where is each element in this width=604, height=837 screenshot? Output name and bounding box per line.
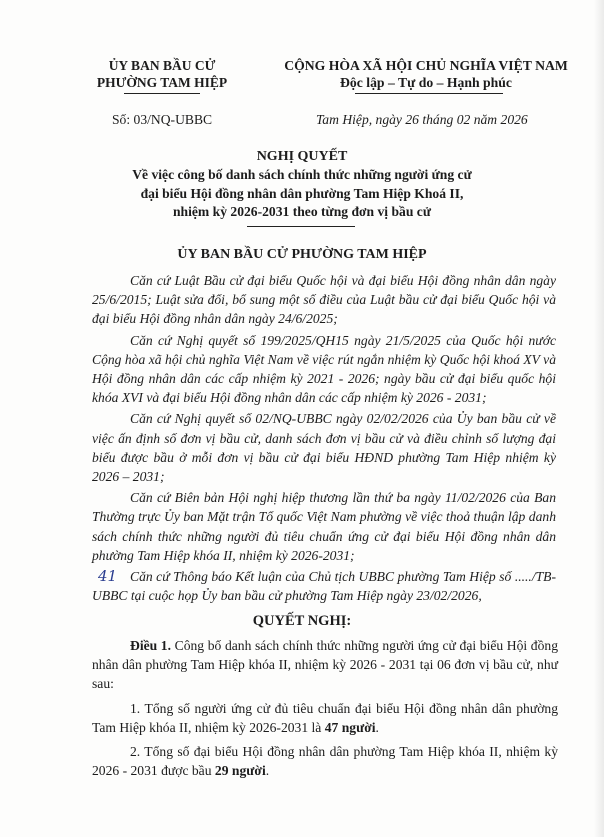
issuer-header: [92, 57, 232, 91]
issuing-body: ỦY BAN BẦU CỬ PHƯỜNG TAM HIỆP: [177, 247, 427, 262]
item-1-value: 47 người: [324, 719, 376, 735]
basis-4: Căn cứ Biên bản Hội nghị hiệp thương lần thứ ba ngày 11/02/2026 của Ban Thường trực Ủy ban Mặt trận Tổ quốc Việt Nam phường về việc thoả thuận lập danh sách chính thức những người đủ tiêu chuẩn ứng cử đại biểu Hội đồng nhân dân phường Tam Hiệp khóa II, nhiệm kỳ 2026-2031;: [92, 490, 556, 563]
document-subject: [20, 166, 584, 222]
basis-5: Căn cứ Thông báo Kết luận của Chủ tịch UBBC phường Tam Hiệp số ...../TB-UBBC tại cuộc họp Ủy ban bầu cử phường Tam Hiệp ngày 23/02/2026,: [92, 569, 556, 604]
legal-bases: [92, 271, 556, 605]
item-2: 2. Tổng số đại biểu Hội đồng nhân dân phường Tam Hiệp khóa II, nhiệm kỳ 2026 - 2031 được bầu 29 người.: [92, 744, 558, 779]
item-1: 1. Tổng số người ứng cử đủ tiêu chuẩn đại biểu Hội đồng nhân dân phường Tam Hiệp khóa II, nhiệm kỳ 2026-2031 là 47 người.: [92, 700, 558, 735]
decision-heading: QUYẾT NGHỊ:: [252, 613, 352, 629]
handwritten-number: 41: [98, 567, 118, 585]
national-title: CỘNG HÒA XÃ HỘI CHỦ NGHĨA VIỆT NAM: [284, 58, 568, 73]
subject-line-1: Về việc công bố danh sách chính thức những người ứng cử: [132, 167, 472, 182]
item-2-value: 29 người: [214, 763, 266, 779]
article-1: [92, 636, 558, 694]
decision-body: [92, 636, 558, 780]
place-date: Tam Hiệp, ngày 26 tháng 02 năm 2026: [316, 112, 528, 127]
issuer-line-1: ỦY BAN BẦU CỬ: [108, 58, 216, 73]
subject-line-3: nhiệm kỳ 2026-2031 theo từng đơn vị bầu cử: [173, 204, 431, 219]
national-motto: Độc lập – Tự do – Hạnh phúc: [340, 75, 512, 90]
article-1-label: Điều 1.: [130, 638, 172, 653]
basis-3: Căn cứ Nghị quyết số 02/NQ-UBBC ngày 02/02/2026 của Ủy ban bầu cử về việc ấn định số đơn vị bầu cử, danh sách đơn vị bầu cử và điều chỉnh số lượng đại biểu được bầu ở mỗi đơn vị bầu cử đại biểu HĐND phường Tam Hiệp nhiệm kỳ 2026 – 2031;: [92, 411, 556, 485]
issuer-underline: [124, 93, 200, 94]
national-header: [268, 57, 584, 91]
basis-2: Căn cứ Nghị quyết số 199/2025/QH15 ngày 21/5/2025 của Quốc hội nước Cộng hòa xã hội chủ nghĩa Việt Nam về việc rút ngắn nhiệm kỳ Quốc hội khoá XV và Hội đồng nhân dân các cấp nhiệm kỳ 2021 - 2026; ngày bầu cử đại biểu quốc hội khóa XVI và đại biểu Hội đồng nhân dân các cấp nhiệm kỳ 2026 - 2031;: [92, 332, 556, 406]
subject-underline: [247, 226, 355, 227]
motto-underline: [355, 93, 503, 94]
article-1-text: Công bố danh sách chính thức những người ứng cử đại biểu Hội đồng nhân dân phường Tam Hiệp khóa II, nhiệm kỳ 2026 - 2031 tại 06 đơn vị bầu cử, như sau:: [92, 638, 558, 692]
basis-1: Căn cứ Luật Bầu cử đại biểu Quốc hội và đại biểu Hội đồng nhân dân ngày 25/6/2015; Luật sửa đổi, bổ sung một số điều của Luật bầu cử đại biểu Quốc hội và đại biểu Hội đồng nhân dân ngày 24/6/2025;: [92, 273, 556, 327]
issuer-line-2: PHƯỜNG TAM HIỆP: [96, 75, 228, 90]
document-number: Số: 03/NQ-UBBC: [112, 112, 213, 127]
subject-line-2: đại biểu Hội đồng nhân dân phường Tam Hiệp Khoá II,: [140, 185, 464, 201]
page-edge-shadow: [594, 0, 604, 837]
document-type: NGHỊ QUYẾT: [256, 149, 348, 164]
